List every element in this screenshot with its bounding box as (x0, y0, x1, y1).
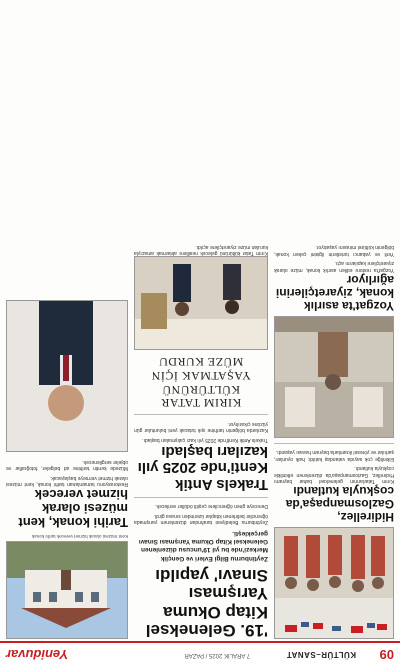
story-headline: Trakels Antik Kenti'nde 2025 yılı kazıları başladı (137, 443, 268, 493)
museum-photo (134, 256, 268, 350)
middle-column (134, 240, 268, 639)
page-number: 09 (379, 647, 394, 662)
museum-visitors-photo (134, 257, 267, 349)
photo-caption: Kent müzesi olarak hizmet verecek tarihi konak (32, 534, 128, 539)
museum-banner: KIRIM TATAR KÜLTÜRÜNÜ YAŞATMAK İÇİN MÜZE KURDU (151, 355, 251, 411)
lead-dek: Zeytinburnu Bilgi Evleri ve Gençlik Merkezi'nde bu yıl 19'uncusu düzenlenen Geleneksel Kitap Okuma Yarışması Sınavı gerçekleşti. (138, 530, 268, 562)
story-paragraph: Yerli ve yabancı turistlerin ilgisini çeken konak, bölgenin kültürel mirasını yaşatıyor. (274, 244, 394, 257)
divider (134, 497, 268, 498)
story-headline: Hidirellez, Gazlosmanpaşa'da coşkuyla kutlandı (285, 484, 394, 524)
story-paragraph: Zeytinburnu Belediyesi tarafından düzenlenen yarışmada öğrenciler belirlenen kitaplar üzerinden sınava girdi. (134, 512, 268, 526)
story-paragraph: Kazılarda bölgenin tarihine ışık tutacak yeni buluntular gün yüzüne çıkarılıyor. (134, 421, 268, 434)
konak-interior-photo (274, 316, 394, 438)
lead-headline: '19. Geleneksel Kitap Okuma Yarışması Sınavı' yapıldı (145, 565, 268, 640)
page-header (0, 641, 400, 665)
story-paragraph: Müzede kentin tarihine ait belgeler, fotoğraflar ve objeler sergilenecek. (6, 458, 128, 472)
official-portrait-photo (6, 301, 127, 451)
divider (274, 443, 394, 444)
story-headline: Tarihi konak, kent müzesi olarak hizmet verecek (18, 487, 128, 531)
left-column (274, 241, 394, 639)
story-paragraph: Dereceye giren öğrencilere çeşitli ödüller verilecek. (155, 503, 268, 510)
story-paragraph: Trakels Antik Kenti'nde 2025 yılı kazı çalışmaları başladı. (142, 437, 268, 443)
festival-crowd-photo (274, 528, 393, 638)
right-column (6, 300, 128, 639)
mansion-photo (6, 541, 128, 639)
story-headline: Yozgat'ta asırlık konak, ziyaretçilerini ağırlıyor (275, 272, 394, 313)
portrait-photo (6, 300, 128, 452)
story-paragraph: Restorasyonu tamamlanan tarihi konak, kent müzesi olarak hizmet vermeye başlayacak. (6, 474, 128, 488)
section-title: KÜLTÜR–SANAT (286, 650, 356, 659)
story-paragraph: Yozgat'ta restore edilen asırlık konak, müze olarak ziyaretçilere kapılarını açtı. (274, 260, 394, 273)
banner-paragraph: Kırım Tatar kültürünü gelecek nesillere aktarmak amacıyla kurulan müze ziyaretçilere açıldı. (134, 243, 268, 257)
divider (134, 415, 268, 416)
brand-logo: Yeniduvar (6, 647, 69, 662)
date-line: 7 ARALIK 2025 / PAZAR (184, 652, 250, 658)
museum-room-photo (274, 317, 393, 437)
story-paragraph: Etkinliğe çok sayıda vatandaş katıldı; halk oyunları, şarkılar ve yöresel ikramlarla bayram havası yaşandı. (274, 449, 394, 462)
story-paragraph: Kırım Tatarlarının geleneksel bahar bayramı Hıdırellez, Gaziosmanpaşa'da düzenlenen etkinlikle coşkuyla kutlandı. (274, 465, 394, 485)
festival-photo (274, 527, 394, 639)
historic-mansion-photo (6, 542, 127, 638)
